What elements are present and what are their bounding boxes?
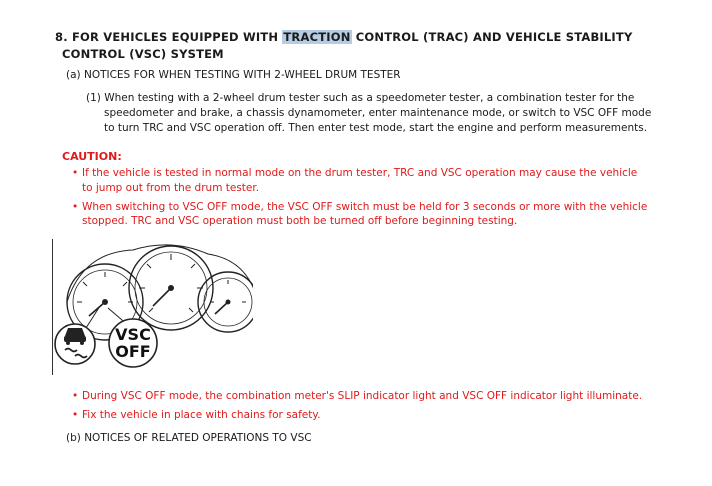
note-1-text: During VSC OFF mode, the combination meter's SLIP indicator light and VSC OFF indicator light illuminate. <box>82 390 643 402</box>
caution-1-line2: to jump out from the drum tester. <box>82 182 260 194</box>
item1-line3: to turn TRC and VSC operation off. Then enter test mode, start the engine and perform measurements. <box>104 122 648 134</box>
note-2-text: Fix the vehicle in place with chains for safety. <box>82 409 321 421</box>
bullet-icon: • <box>72 409 79 421</box>
caution-bullet-1 <box>72 166 637 181</box>
vsc-off-label-bottom: OFF <box>115 342 151 361</box>
heading-rest: CONTROL (TRAC) AND VEHICLE STABILITY <box>351 30 633 44</box>
bullet-icon: • <box>72 201 79 213</box>
caution-2-line2: stopped. TRC and VSC operation must both be turned off before beginning testing. <box>82 215 518 227</box>
heading-highlight: TRACTION <box>283 30 351 44</box>
combination-meter-illustration <box>53 240 253 375</box>
note-bullet-1 <box>72 389 642 404</box>
section-heading <box>55 30 633 44</box>
heading-prefix: 8. FOR VEHICLES EQUIPPED WITH <box>55 30 283 44</box>
bullet-icon: • <box>72 167 79 179</box>
vsc-off-label-top: VSC <box>115 325 151 344</box>
bullet-icon: • <box>72 390 79 402</box>
caution-2-line1: When switching to VSC OFF mode, the VSC OFF switch must be held for 3 seconds or more with the vehicle <box>82 201 648 213</box>
caution-label: CAUTION: <box>62 150 122 163</box>
section-b-title: (b) NOTICES OF RELATED OPERATIONS TO VSC <box>66 432 312 444</box>
caution-1-line1: If the vehicle is tested in normal mode on the drum tester, TRC and VSC operation may cause the vehicle <box>82 167 638 179</box>
section-a-title: (a) NOTICES FOR WHEN TESTING WITH 2-WHEEL DRUM TESTER <box>66 69 401 81</box>
item1-line1: (1) When testing with a 2-wheel drum tester such as a speedometer tester, a combination tester for the <box>86 92 635 104</box>
note-bullet-2 <box>72 408 320 423</box>
section-heading-line2: CONTROL (VSC) SYSTEM <box>62 47 224 61</box>
caution-bullet-2 <box>72 200 647 215</box>
item1-line2: speedometer and brake, a chassis dynamometer, enter maintenance mode, or switch to VSC OFF mode <box>104 107 652 119</box>
